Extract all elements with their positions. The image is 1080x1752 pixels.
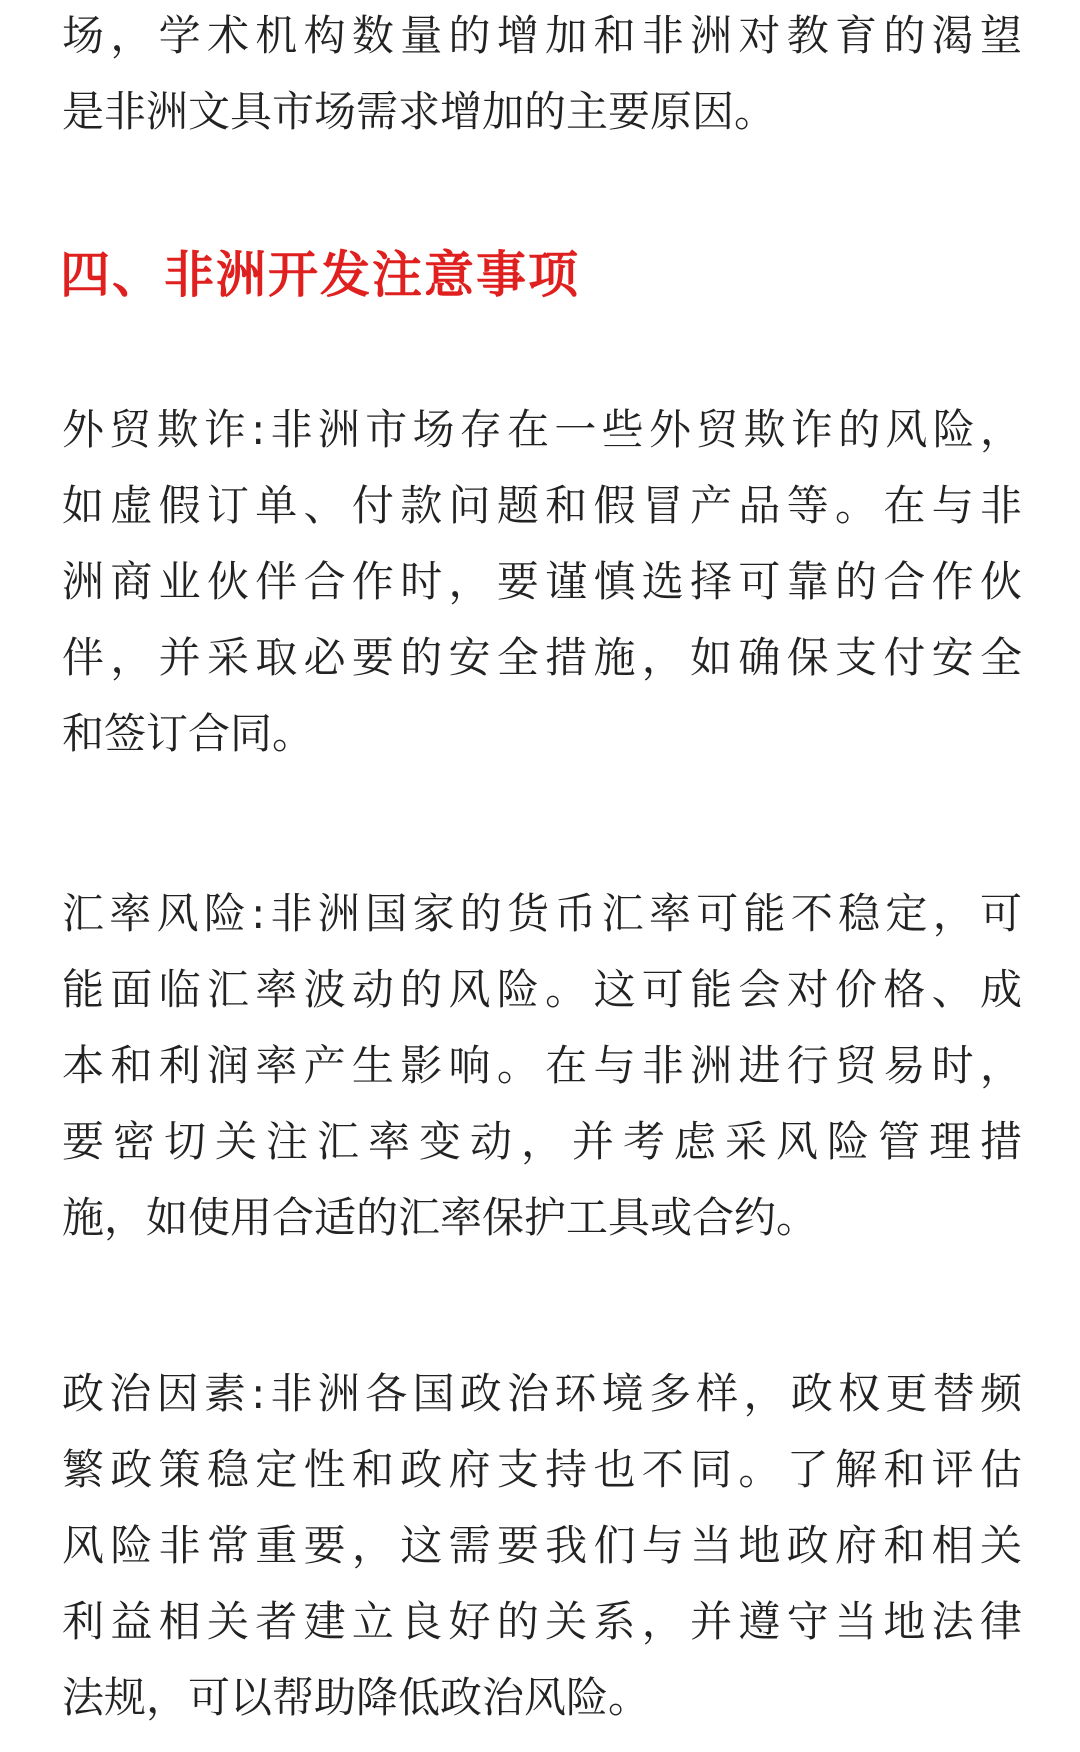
paragraph-line: 外贸欺诈:非洲市场存在一些外贸欺诈的风险，: [62, 405, 1022, 454]
paragraph-line: 本和利润率产生影响。在与非洲进行贸易时，: [62, 1041, 1022, 1090]
paragraph-line: 法规，可以帮助降低政治风险。: [62, 1673, 651, 1722]
paragraph-line: 利益相关者建立良好的关系，并遵守当地法律: [62, 1597, 1022, 1646]
paragraph-line: 能面临汇率波动的风险。这可能会对价格、成: [62, 965, 1022, 1014]
paragraph-line: 伴，并采取必要的安全措施，如确保支付安全: [62, 633, 1022, 682]
paragraph-line: 洲商业伙伴合作时，要谨慎选择可靠的合作伙: [62, 557, 1022, 606]
paragraph-line: 施，如使用合适的汇率保护工具或合约。: [62, 1193, 819, 1242]
paragraph-line: 汇率风险:非洲国家的货币汇率可能不稳定，可: [62, 889, 1022, 938]
intro-line-1: 场，学术机构数量的增加和非洲对教育的渴望: [62, 11, 1022, 60]
paragraph-line: 和签订合同。: [62, 709, 315, 758]
section-heading: 四、非洲开发注意事项: [60, 246, 580, 304]
paragraph-line: 繁政策稳定性和政府支持也不同。了解和评估: [62, 1445, 1022, 1494]
paragraph-line: 要密切关注汇率变动，并考虑采风险管理措: [62, 1117, 1022, 1166]
paragraph-line: 风险非常重要，这需要我们与当地政府和相关: [62, 1521, 1022, 1570]
paragraph-line: 如虚假订单、付款问题和假冒产品等。在与非: [62, 481, 1022, 530]
paragraph-line: 政治因素:非洲各国政治环境多样，政权更替频: [62, 1369, 1022, 1418]
intro-line-2: 是非洲文具市场需求增加的主要原因。: [62, 87, 777, 136]
